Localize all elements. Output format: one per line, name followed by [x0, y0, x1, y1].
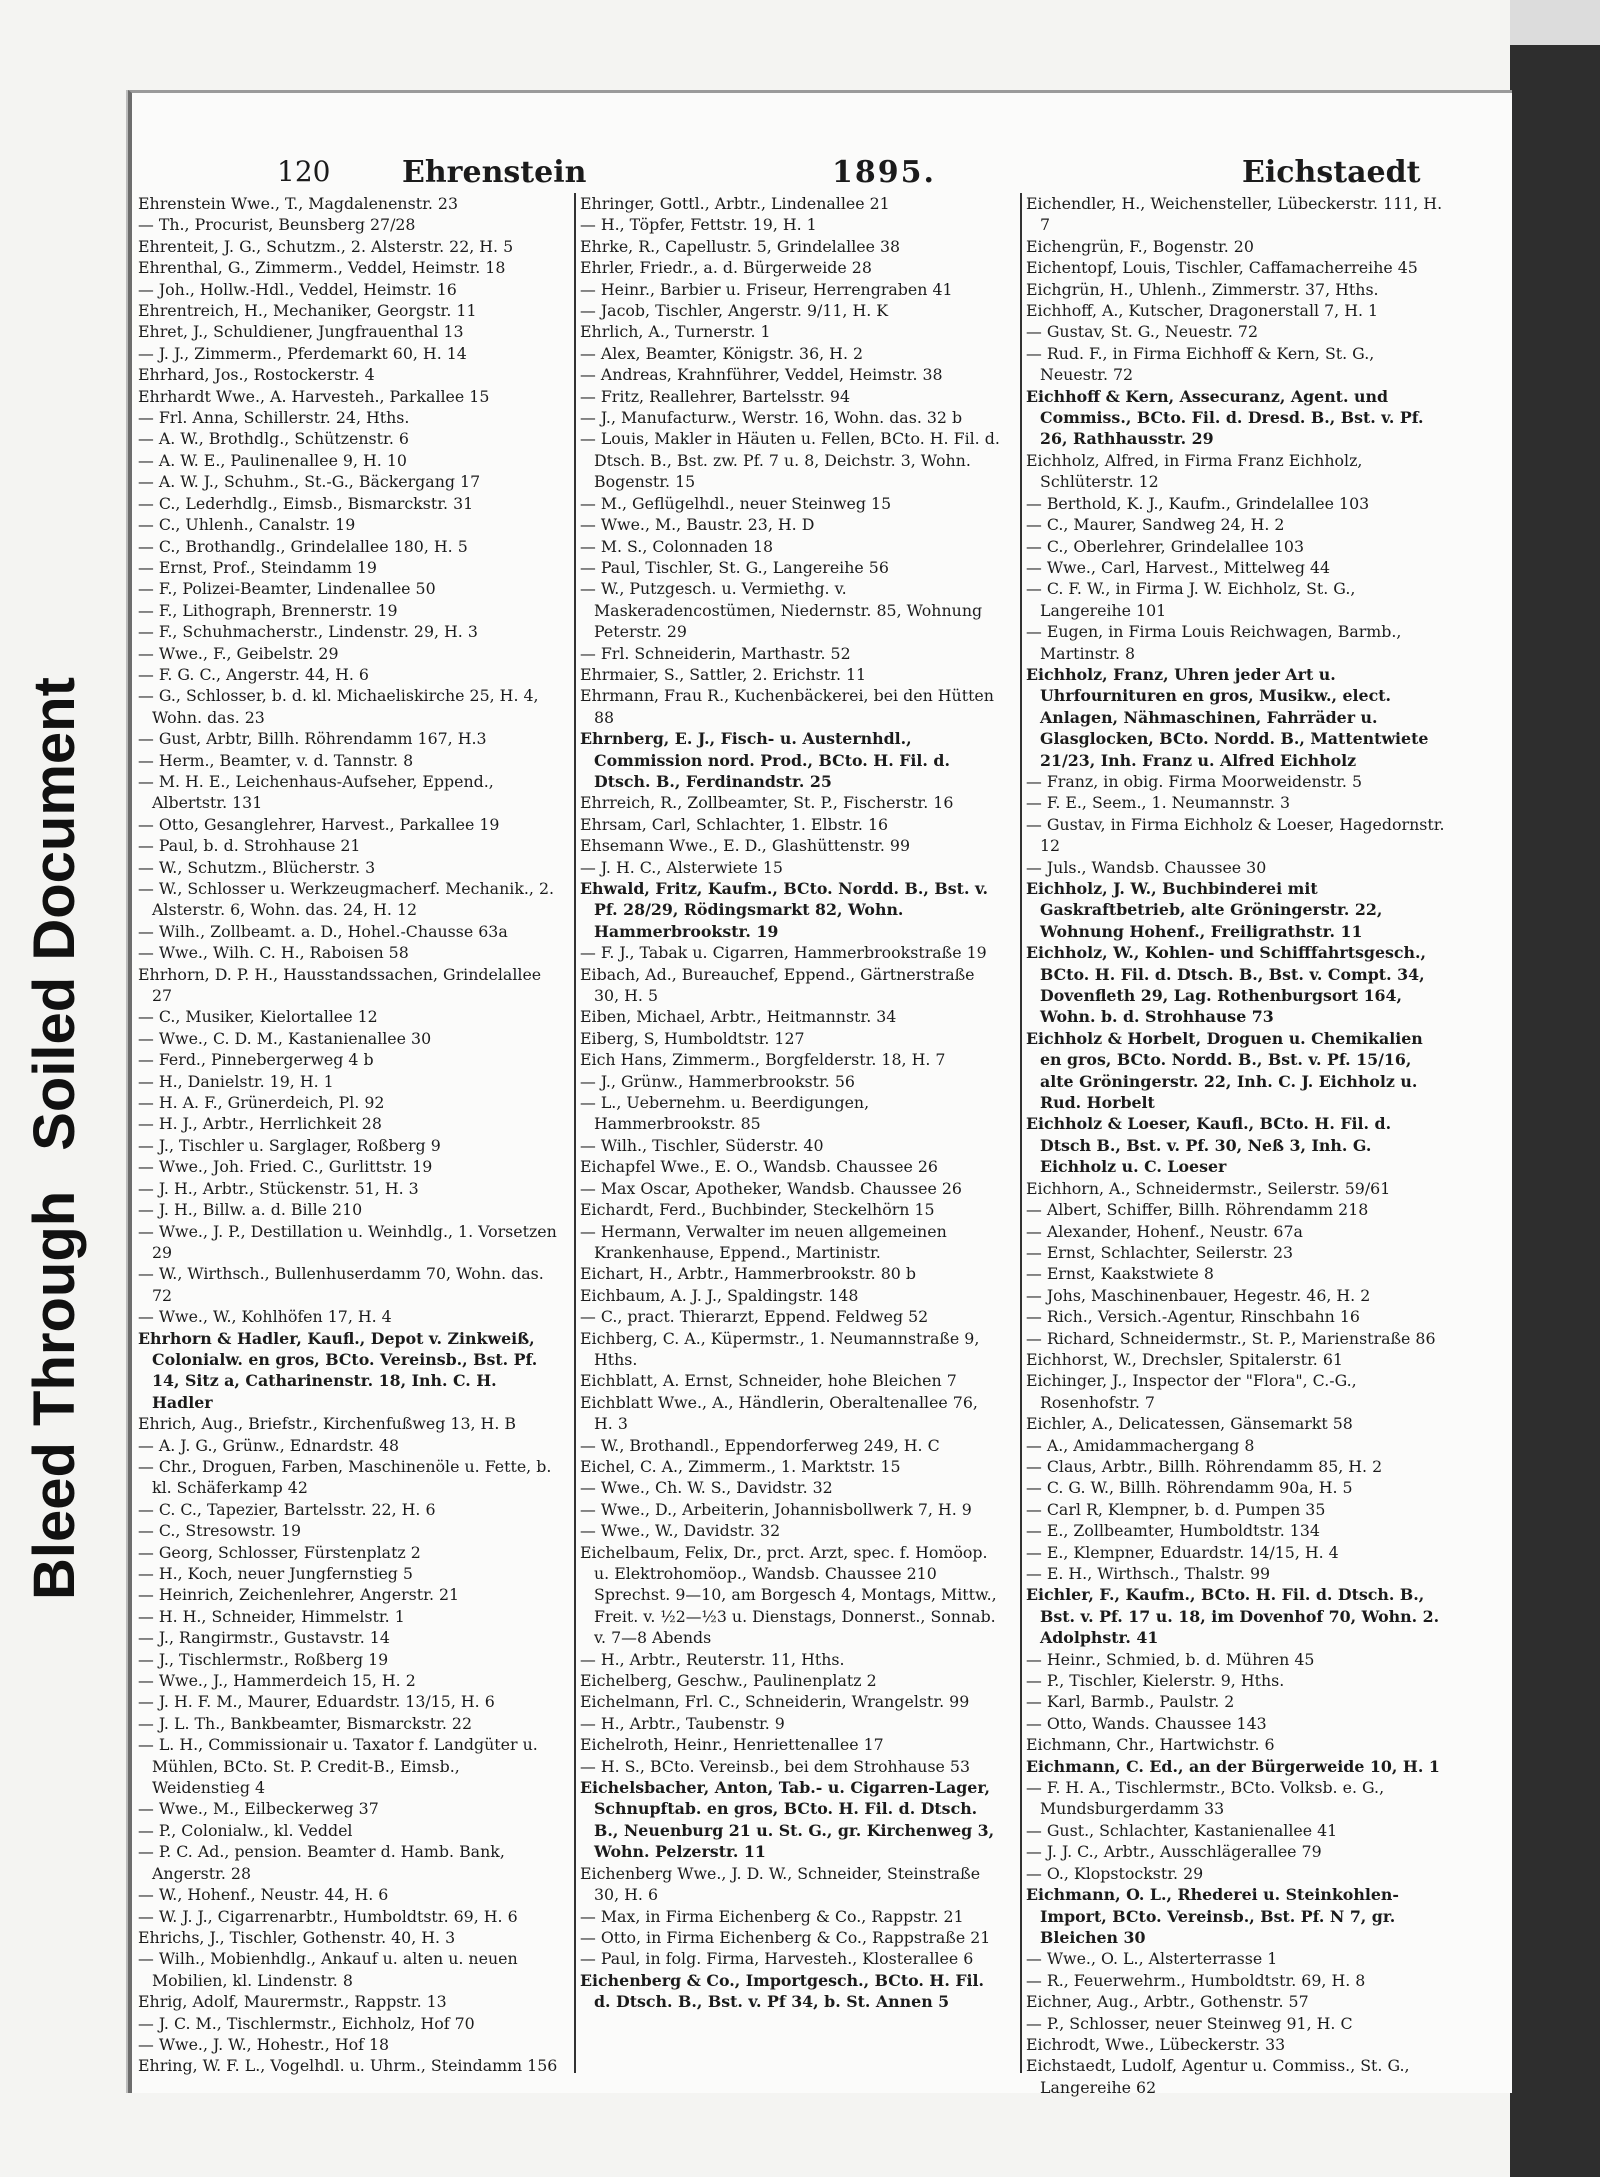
directory-entry: — Paul, b. d. Strohhause 21 — [138, 836, 361, 856]
directory-entry: — Joh., Hollw.-Hdl., Veddel, Heimstr. 16 — [138, 279, 457, 299]
scan-top-strip — [1510, 0, 1600, 45]
directory-entry: Eichholz & Horbelt, Droguen u. Chemikalien en gros, BCto. Nordd. B., Bst. v. Pf. 15/16, alte Gröningerstr. 22, Inh. C. J. Eichholz u. Rud. Horbelt — [1026, 1028, 1423, 1113]
directory-entry: — Wwe., Wilh. C. H., Raboisen 58 — [138, 943, 409, 963]
directory-entry: Ehsemann Wwe., E. D., Glashüttenstr. 99 — [580, 836, 911, 856]
directory-entry: — Richard, Schneidermstr., St. P., Marienstraße 86 — [1026, 1328, 1436, 1348]
directory-entry: Eichmann, O. L., Rhederei u. Steinkohlen-Import, BCto. Vereinsb., Bst. Pf. N 7, gr. Bleichen 30 — [1026, 1885, 1399, 1947]
directory-entry: — Juls., Wandsb. Chaussee 30 — [1026, 857, 1267, 877]
directory-entry: — M., Geflügelhdl., neuer Steinweg 15 — [580, 493, 892, 513]
directory-entry: Eichholz, J. W., Buchbinderei mit Gaskraftbetrieb, alte Gröningerstr. 22, Wohnung Hohenf., Freiligrathstr. 11 — [1026, 879, 1383, 941]
directory-entry: — Heinrich, Zeichenlehrer, Angerstr. 21 — [138, 1585, 460, 1605]
directory-entry: — O., Klopstockstr. 29 — [1026, 1863, 1204, 1883]
directory-entry: Ehrmann, Frau R., Kuchenbäckerei, bei den Hütten 88 — [580, 686, 994, 727]
directory-entry: Eichenberg & Co., Importgesch., BCto. H. Fil. d. Dtsch. B., Bst. v. Pf 34, b. St. Annen 5 — [580, 1970, 985, 2012]
directory-entry: — Paul, in folg. Firma, Harvesteh., Klosterallee 6 — [580, 1949, 974, 1969]
directory-entry: — Rich., Versich.-Agentur, Rinschbahn 16 — [1026, 1307, 1360, 1327]
directory-entry: — Gustav, in Firma Eichholz & Loeser, Hagedornstr. 12 — [1026, 814, 1445, 856]
directory-entry: Eichhorst, W., Drechsler, Spitalerstr. 61 — [1026, 1349, 1343, 1369]
directory-entry: — H., Danielstr. 19, H. 1 — [138, 1071, 334, 1091]
directory-entry: — Ernst, Prof., Steindamm 19 — [138, 557, 377, 577]
directory-entry: Eichendler, H., Weichensteller, Lübeckerstr. 111, H. 7 — [1026, 194, 1443, 235]
directory-entry: — Wwe., W., Kohlhöfen 17, H. 4 — [138, 1307, 392, 1327]
directory-entry: — Hermann, Verwalter im neuen allgemeinen Krankenhause, Eppend., Martinistr. — [580, 1221, 947, 1262]
directory-entry: — E., Klempner, Eduardstr. 14/15, H. 4 — [1026, 1542, 1339, 1562]
directory-entry: — Heinr., Schmied, b. d. Mühren 45 — [1026, 1649, 1315, 1669]
directory-entry: Ehrenstein Wwe., T., Magdalenenstr. 23 — [138, 194, 459, 213]
directory-entry: — F., Schuhmacherstr., Lindenstr. 29, H. 3 — [138, 622, 478, 642]
directory-entry: — J. J. C., Arbtr., Ausschlägerallee 79 — [1026, 1842, 1322, 1862]
directory-entry: — H. H., Schneider, Himmelstr. 1 — [138, 1606, 405, 1626]
directory-entry: — Rud. F., in Firma Eichhoff & Kern, St. G., Neuestr. 72 — [1026, 343, 1375, 385]
directory-entry: Ehrhardt Wwe., A. Harvesteh., Parkallee 15 — [138, 386, 490, 406]
stamp-text-1: Bleed Through — [22, 1190, 87, 1600]
directory-entry: Eichholz, Alfred, in Firma Franz Eichholz, Schlüterstr. 12 — [1026, 450, 1363, 492]
bleed-through-stamp — [15, 550, 95, 1600]
directory-entry: — J., Rangirmstr., Gustavstr. 14 — [138, 1628, 390, 1648]
directory-entry: — H. S., BCto. Vereinsb., bei dem Strohhause 53 — [580, 1756, 971, 1776]
directory-entry: — J. H. F. M., Maurer, Eduardstr. 13/15, H. 6 — [138, 1692, 495, 1712]
directory-entry: — A. J. G., Grünw., Ednardstr. 48 — [138, 1435, 400, 1455]
directory-entry: — A. W. E., Paulinenallee 9, H. 10 — [138, 450, 407, 470]
directory-entry: — J., Tischler u. Sarglager, Roßberg 9 — [138, 1135, 441, 1155]
directory-entry: — E., Zollbeamter, Humboldtstr. 134 — [1026, 1521, 1320, 1541]
directory-entry: — Chr., Droguen, Farben, Maschinenöle u. Fette, b. kl. Schäferkamp 42 — [138, 1456, 552, 1498]
directory-entry: — Fritz, Reallehrer, Bartelsstr. 94 — [580, 386, 850, 406]
directory-entry: — H., Arbtr., Taubenstr. 9 — [580, 1713, 785, 1733]
directory-entry: — H., Koch, neuer Jungfernstieg 5 — [138, 1564, 413, 1583]
directory-entry: Ehrenthal, G., Zimmerm., Veddel, Heimstr. 18 — [138, 258, 506, 278]
stamp-text-2: Soiled Document — [22, 677, 87, 1151]
directory-page — [128, 90, 1512, 2097]
directory-entry: — Herm., Beamter, v. d. Tannstr. 8 — [138, 750, 414, 770]
directory-entry: — J. L. Th., Bankbeamter, Bismarckstr. 22 — [138, 1713, 473, 1733]
directory-entry: — Karl, Barmb., Paulstr. 2 — [1026, 1692, 1235, 1712]
directory-entry: — Paul, Tischler, St. G., Langereihe 56 — [580, 557, 889, 577]
directory-entry: Eichmann, C. Ed., an der Bürgerweide 10, H. 1 — [1026, 1756, 1440, 1776]
directory-entry: Ehrreich, R., Zollbeamter, St. P., Fischerstr. 16 — [580, 793, 954, 813]
directory-entry: — C., Lederhdlg., Eimsb., Bismarckstr. 31 — [138, 493, 474, 513]
scan-dark-edge — [1510, 45, 1600, 2177]
directory-entry: Eichhorn, A., Schneidermstr., Seilerstr. 59/61 — [1026, 1178, 1391, 1198]
directory-entry: Eichholz, W., Kohlen- und Schifffahrtsgesch., BCto. H. Fil. d. Dtsch. B., Bst. v. Compt. 34, Dovenfleth 29, Lag. Rothenburgsort 164, Wohn. b. d. Strohhause 73 — [1026, 943, 1427, 1027]
directory-entry: — W., Hohenf., Neustr. 44, H. 6 — [138, 1885, 389, 1905]
directory-entry: Eichenberg Wwe., J. D. W., Schneider, Steinstraße 30, H. 6 — [580, 1863, 981, 1905]
directory-entry: — W., Brothandl., Eppendorferweg 249, H. C — [580, 1435, 940, 1455]
directory-entry: Ehrler, Friedr., a. d. Bürgerweide 28 — [580, 258, 872, 278]
directory-entry: — H. J., Arbtr., Herrlichkeit 28 — [138, 1114, 382, 1134]
directory-entry: — Andreas, Krahnführer, Veddel, Heimstr. 38 — [580, 365, 943, 385]
directory-entry: Eichapfel Wwe., E. O., Wandsb. Chaussee 26 — [580, 1157, 938, 1177]
directory-entry: — H. A. F., Grünerdeich, Pl. 92 — [138, 1093, 385, 1113]
directory-entry: — C., Brothandlg., Grindelallee 180, H. 5 — [138, 536, 468, 556]
directory-entry: — F., Polizei-Beamter, Lindenallee 50 — [138, 579, 436, 599]
directory-entry: Eichentopf, Louis, Tischler, Caffamacherreihe 45 — [1026, 258, 1418, 278]
directory-entry: — H., Arbtr., Reuterstr. 11, Hths. — [580, 1649, 845, 1669]
directory-entry: Eichelroth, Heinr., Henriettenallee 17 — [580, 1735, 884, 1755]
directory-entry: — Wwe., J., Hammerdeich 15, H. 2 — [138, 1671, 416, 1691]
directory-entry: Eichholz, Franz, Uhren jeder Art u. Uhrfournituren en gros, Musikw., elect. Anlagen, Nähmaschinen, Fahrräder u. Glasglocken, BCto. Nordd. B., Mattentwiete 21/23, Inh. Franz u. Alfred Eichholz — [1026, 664, 1429, 770]
directory-entry: — Louis, Makler in Häuten u. Fellen, BCto. H. Fil. d. Dtsch. B., Bst. zw. Pf. 7 u. 8, Deichstr. 3, Wohn. Bogenstr. 15 — [580, 429, 1000, 492]
directory-entry: — Wilh., Zollbeamt. a. D., Hohel.-Chausse 63a — [138, 921, 508, 941]
directory-entry: — Max, in Firma Eichenberg & Co., Rappstr. 21 — [580, 1906, 964, 1926]
column-3 — [1026, 193, 1446, 2098]
directory-entry: — A., Amidammachergang 8 — [1026, 1435, 1255, 1455]
directory-entry: — F. E., Seem., 1. Neumannstr. 3 — [1026, 793, 1291, 813]
directory-entry: — P., Schlosser, neuer Steinweg 91, H. C — [1026, 2013, 1353, 2033]
directory-entry: — Claus, Arbtr., Billh. Röhrendamm 85, H. 2 — [1026, 1456, 1383, 1476]
directory-entry: — Frl. Anna, Schillerstr. 24, Hths. — [138, 408, 410, 428]
directory-entry: — W. J. J., Cigarrenarbtr., Humboldtstr. 69, H. 6 — [138, 1906, 518, 1926]
directory-entry: — Alex, Beamter, Königstr. 36, H. 2 — [580, 343, 864, 363]
directory-entry: Eichner, Aug., Arbtr., Gothenstr. 57 — [1026, 1992, 1309, 2012]
directory-entry: — Ferd., Pinnebergerweg 4 b — [138, 1050, 374, 1070]
directory-entry: Eich Hans, Zimmerm., Borgfelderstr. 18, H. 7 — [580, 1050, 946, 1070]
directory-entry: Ehrlich, A., Turnerstr. 1 — [580, 322, 771, 342]
directory-entry: Ehrenteit, J. G., Schutzm., 2. Alsterstr. 22, H. 5 — [138, 236, 514, 256]
directory-entry: — P., Tischler, Kielerstr. 9, Hths. — [1026, 1671, 1285, 1691]
directory-entry: — J. H., Billw. a. d. Bille 210 — [138, 1200, 363, 1220]
directory-entry: — Wwe., M., Baustr. 23, H. D — [580, 515, 815, 535]
directory-entry: Eichelmann, Frl. C., Schneiderin, Wrangelstr. 99 — [580, 1692, 970, 1712]
directory-entry: Ehrhard, Jos., Rostockerstr. 4 — [138, 365, 375, 385]
directory-entry: — W., Schlosser u. Werkzeugmacherf. Mechanik., 2. Alsterstr. 6, Wohn. das. 24, H. 12 — [138, 879, 555, 920]
directory-entry: — J. H., Arbtr., Stückenstr. 51, H. 3 — [138, 1178, 419, 1198]
directory-entry: — Wwe., O. L., Alsterterrasse 1 — [1026, 1949, 1278, 1969]
directory-entry: — Heinr., Barbier u. Friseur, Herrengraben 41 — [580, 279, 953, 299]
directory-entry: — M. S., Colonnaden 18 — [580, 536, 774, 556]
directory-entry: — G., Schlosser, b. d. kl. Michaeliskirche 25, H. 4, Wohn. das. 23 — [138, 686, 539, 727]
directory-entry: — Wwe., Carl, Harvest., Mittelweg 44 — [1026, 557, 1331, 577]
directory-entry: — Wwe., J. W., Hohestr., Hof 18 — [138, 2034, 390, 2054]
directory-entry: — Otto, Gesanglehrer, Harvest., Parkallee 19 — [138, 814, 500, 834]
directory-entry: — J. C. M., Tischlermstr., Eichholz, Hof 70 — [138, 2013, 475, 2033]
directory-entry: — Wwe., J. P., Destillation u. Weinhdlg., 1. Vorsetzen 29 — [138, 1221, 557, 1262]
directory-entry: — C., Musiker, Kielortallee 12 — [138, 1007, 378, 1027]
directory-entry: — Th., Procurist, Beunsberg 27/28 — [138, 215, 416, 235]
directory-entry: Eichbaum, A. J. J., Spaldingstr. 148 — [580, 1285, 859, 1305]
directory-entry: Eichrodt, Wwe., Lübeckerstr. 33 — [1026, 2034, 1286, 2054]
directory-entry: — P. C. Ad., pension. Beamter d. Hamb. Bank, Angerstr. 28 — [138, 1842, 505, 1883]
directory-entry: — Wilh., Tischler, Süderstr. 40 — [580, 1135, 824, 1155]
header-first-word: Ehrenstein — [402, 155, 587, 190]
directory-entry: — C., Maurer, Sandweg 24, H. 2 — [1026, 515, 1285, 535]
directory-entry: — Wwe., W., Davidstr. 32 — [580, 1521, 781, 1541]
directory-entry: Eichhoff & Kern, Assecuranz, Agent. und Commiss., BCto. Fil. d. Dresd. B., Bst. v. Pf. 26, Rathhausstr. 29 — [1026, 386, 1424, 449]
directory-entry: Ehrich, Aug., Briefstr., Kirchenfußweg 13, H. B — [138, 1414, 516, 1434]
directory-entry: Eichelberg, Geschw., Paulinenplatz 2 — [580, 1671, 877, 1691]
directory-entry: Ehrentreich, H., Mechaniker, Georgstr. 11 — [138, 301, 477, 321]
directory-entry: — Wwe., C. D. M., Kastanienallee 30 — [138, 1028, 432, 1048]
directory-entry: Eichberg, C. A., Küpermstr., 1. Neumannstraße 9, Hths. — [580, 1328, 980, 1369]
directory-entry: — J. H. C., Alsterwiete 15 — [580, 857, 783, 877]
directory-entry: — W., Putzgesch. u. Vermiethg. v. Maskeradencostümen, Niedernstr. 85, Wohnung Peterstr. 29 — [580, 579, 983, 642]
directory-entry: — E. H., Wirthsch., Thalstr. 99 — [1026, 1564, 1271, 1583]
directory-entry: Eichblatt Wwe., A., Händlerin, Oberaltenallee 76, H. 3 — [580, 1392, 978, 1434]
directory-entry: Ehrig, Adolf, Maurermstr., Rappstr. 13 — [138, 1992, 447, 2012]
directory-entry: — C., Stresowstr. 19 — [138, 1521, 302, 1541]
directory-entry: — Wwe., Ch. W. S., Davidstr. 32 — [580, 1478, 833, 1498]
directory-entry: — J., Grünw., Hammerbrookstr. 56 — [580, 1071, 855, 1091]
directory-entry: — Alexander, Hohenf., Neustr. 67a — [1026, 1221, 1303, 1241]
directory-entry: — C. G. W., Billh. Röhrendamm 90a, H. 5 — [1026, 1478, 1353, 1498]
directory-entry: — P., Colonialw., kl. Veddel — [138, 1820, 353, 1840]
directory-entry: Ehrke, R., Capellustr. 5, Grindelallee 38 — [580, 236, 901, 256]
directory-entry: — F. J., Tabak u. Cigarren, Hammerbrookstraße 19 — [580, 943, 987, 963]
directory-entry: — J., Manufacturw., Werstr. 16, Wohn. das. 32 b — [580, 408, 963, 428]
page-number: 120 — [277, 155, 331, 188]
directory-entry: — F. G. C., Angerstr. 44, H. 6 — [138, 664, 369, 684]
directory-entry: — Wwe., M., Eilbeckerweg 37 — [138, 1799, 379, 1819]
header-last-word: Eichstaedt — [1242, 155, 1421, 190]
directory-entry: — Wilh., Mobienhdlg., Ankauf u. alten u. neuen Mobilien, kl. Lindenstr. 8 — [138, 1949, 518, 1990]
directory-entry: Eichblatt, A. Ernst, Schneider, hohe Bleichen 7 — [580, 1371, 957, 1391]
directory-entry: — Jacob, Tischler, Angerstr. 9/11, H. K — [580, 301, 889, 321]
directory-entry: — Wwe., Joh. Fried. C., Gurlittstr. 19 — [138, 1157, 433, 1177]
directory-entry: — C. C., Tapezier, Bartelsstr. 22, H. 6 — [138, 1499, 436, 1519]
directory-entry: — W., Schutzm., Blücherstr. 3 — [138, 857, 376, 877]
directory-entry: — Wwe., F., Geibelstr. 29 — [138, 643, 339, 663]
directory-entry: — C. F. W., in Firma J. W. Eichholz, St. G., Langereihe 101 — [1026, 579, 1356, 620]
directory-entry: — R., Feuerwehrm., Humboldtstr. 69, H. 8 — [1026, 1970, 1366, 1990]
directory-entry: — Otto, Wands. Chaussee 143 — [1026, 1713, 1267, 1733]
directory-entry: — A. W., Brothdlg., Schützenstr. 6 — [138, 429, 409, 449]
directory-entry: — Ernst, Kaakstwiete 8 — [1026, 1264, 1214, 1284]
directory-entry: — Johs, Maschinenbauer, Hegestr. 46, H. 2 — [1026, 1285, 1371, 1305]
directory-entry: Ehret, J., Schuldiener, Jungfrauenthal 13 — [138, 322, 464, 342]
directory-entry: Ehrichs, J., Tischler, Gothenstr. 40, H. 3 — [138, 1927, 456, 1947]
directory-entry: Eichstaedt, Ludolf, Agentur u. Commiss., St. G., Langereihe 62 — [1026, 2056, 1410, 2097]
directory-entry: — Max Oscar, Apotheker, Wandsb. Chaussee 26 — [580, 1178, 962, 1198]
directory-entry: Eichgrün, H., Uhlenh., Zimmerstr. 37, Hths. — [1026, 279, 1379, 299]
header-year: 1895. — [832, 155, 936, 190]
directory-entry: — Gustav, St. G., Neuestr. 72 — [1026, 322, 1259, 342]
directory-entry: Eibach, Ad., Bureauchef, Eppend., Gärtnerstraße 30, H. 5 — [580, 964, 975, 1006]
directory-entry: Eiben, Michael, Arbtr., Heitmannstr. 34 — [580, 1007, 897, 1027]
directory-entry: — J. J., Zimmerm., Pferdemarkt 60, H. 14 — [138, 343, 467, 363]
directory-entry: — Georg, Schlosser, Fürstenplatz 2 — [138, 1542, 421, 1562]
directory-entry: Eichmann, Chr., Hartwichstr. 6 — [1026, 1735, 1275, 1755]
directory-entry: Ehrsam, Carl, Schlachter, 1. Elbstr. 16 — [580, 814, 889, 834]
column-1 — [138, 193, 558, 2077]
directory-entry: — Gust., Schlachter, Kastanienallee 41 — [1026, 1820, 1338, 1840]
directory-entry: Ehringer, Gottl., Arbtr., Lindenallee 21 — [580, 194, 890, 213]
directory-entry: — Berthold, K. J., Kaufm., Grindelallee 103 — [1026, 493, 1370, 513]
directory-entry: — Franz, in obig. Firma Moorweidenstr. 5 — [1026, 771, 1363, 791]
directory-entry: — Ernst, Schlachter, Seilerstr. 23 — [1026, 1242, 1294, 1262]
directory-entry: — M. H. E., Leichenhaus-Aufseher, Eppend., Albertstr. 131 — [138, 771, 494, 813]
directory-entry: — C., pract. Thierarzt, Eppend. Feldweg 52 — [580, 1307, 929, 1327]
directory-entry: — Albert, Schiffer, Billh. Röhrendamm 218 — [1026, 1200, 1369, 1220]
directory-entry: — C., Uhlenh., Canalstr. 19 — [138, 515, 356, 535]
directory-entry: Eichler, F., Kaufm., BCto. H. Fil. d. Dtsch. B., Bst. v. Pf. 17 u. 18, im Dovenhof 70, Wohn. 2. Adolphstr. 41 — [1026, 1585, 1440, 1648]
directory-entry: Eiberg, S, Humboldtstr. 127 — [580, 1028, 805, 1048]
directory-entry: Ehring, W. F. L., Vogelhdl. u. Uhrm., Steindamm 156 — [138, 2056, 558, 2076]
directory-entry: — F. H. A., Tischlermstr., BCto. Volksb. e. G., Mundsburgerdamm 33 — [1026, 1778, 1385, 1819]
directory-entry: Ehrmaier, S., Sattler, 2. Erichstr. 11 — [580, 664, 867, 684]
directory-entry: Eichholz & Loeser, Kaufl., BCto. H. Fil. d. Dtsch B., Bst. v. Pf. 30, Neß 3, Inh. G. Eichholz u. C. Loeser — [1026, 1114, 1392, 1177]
directory-entry: Eichhoff, A., Kutscher, Dragonerstall 7, H. 1 — [1026, 301, 1379, 321]
directory-entry: — Frl. Schneiderin, Marthastr. 52 — [580, 643, 851, 663]
directory-entry: — Eugen, in Firma Louis Reichwagen, Barmb., Martinstr. 8 — [1026, 622, 1402, 663]
directory-entry: Ehrhorn, D. P. H., Hausstandssachen, Grindelallee 27 — [138, 964, 542, 1006]
directory-entry: — Wwe., D., Arbeiterin, Johannisbollwerk 7, H. 9 — [580, 1499, 972, 1519]
directory-entry: Eichardt, Ferd., Buchbinder, Steckelhörn 15 — [580, 1200, 935, 1220]
directory-entry: — C., Oberlehrer, Grindelallee 103 — [1026, 536, 1305, 556]
column-2 — [580, 193, 1000, 2013]
directory-entry: Eichelsbacher, Anton, Tab.- u. Cigarren-Lager, Schnupftab. en gros, BCto. H. Fil. d. Dtsch. B., Neuenburg 21 u. St. G., gr. Kirchenweg 3, Wohn. Pelzerstr. 11 — [580, 1778, 995, 1862]
directory-entry: Eichler, A., Delicatessen, Gänsemarkt 58 — [1026, 1414, 1353, 1434]
directory-entry: — W., Wirthsch., Bullenhuserdamm 70, Wohn. das. 72 — [138, 1264, 544, 1305]
directory-entry: Ehrhorn & Hadler, Kaufl., Depot v. Zinkweiß, Colonialw. en gros, BCto. Vereinsb., Bst. Pf. 14, Sitz a, Catharinenstr. 18, Inh. C. H. Hadler — [138, 1328, 538, 1412]
directory-entry: Eichinger, J., Inspector der "Flora", C.-G., Rosenhofstr. 7 — [1026, 1371, 1357, 1412]
directory-entry: — H., Töpfer, Fettstr. 19, H. 1 — [580, 215, 817, 235]
directory-entry: — F., Lithograph, Brennerstr. 19 — [138, 600, 398, 620]
column-rule — [574, 193, 576, 2073]
directory-entry: — Carl R, Klempner, b. d. Pumpen 35 — [1026, 1499, 1326, 1519]
directory-entry: Eichengrün, F., Bogenstr. 20 — [1026, 236, 1254, 256]
column-rule — [1020, 193, 1022, 2073]
directory-entry: Eichelbaum, Felix, Dr., prct. Arzt, spec. f. Homöop. u. Elektrohomöop., Wandsb. Chaussee 210 Sprechst. 9—10, am Borgesch 4, Montags, Mittw., Freit. v. ½2—½3 u. Dienstags, Donnerst., Sonnab. v. 7—8 Abends — [580, 1542, 997, 1648]
directory-entry: Eichart, H., Arbtr., Hammerbrookstr. 80 b — [580, 1264, 916, 1284]
directory-entry: — L., Uebernehm. u. Beerdigungen, Hammerbrookstr. 85 — [580, 1093, 870, 1134]
directory-entry: — A. W. J., Schuhm., St.-G., Bäckergang 17 — [138, 472, 481, 492]
directory-entry: — J., Tischlermstr., Roßberg 19 — [138, 1649, 389, 1669]
directory-entry: Ehwald, Fritz, Kaufm., BCto. Nordd. B., Bst. v. Pf. 28/29, Rödingsmarkt 82, Wohn. Hammerbrookstr. 19 — [580, 879, 989, 941]
directory-entry: — Gust, Arbtr, Billh. Röhrendamm 167, H.3 — [138, 729, 487, 749]
directory-entry: Ehrnberg, E. J., Fisch- u. Austernhdl., Commission nord. Prod., BCto. H. Fil. d. Dtsch. B., Ferdinandstr. 25 — [580, 729, 950, 791]
directory-entry: Eichel, C. A., Zimmerm., 1. Marktstr. 15 — [580, 1456, 901, 1476]
directory-entry: — Otto, in Firma Eichenberg & Co., Rappstraße 21 — [580, 1927, 991, 1947]
directory-entry: — L. H., Commissionair u. Taxator f. Landgüter u. Mühlen, BCto. St. P. Credit-B., Eimsb., Weidenstieg 4 — [138, 1735, 538, 1798]
